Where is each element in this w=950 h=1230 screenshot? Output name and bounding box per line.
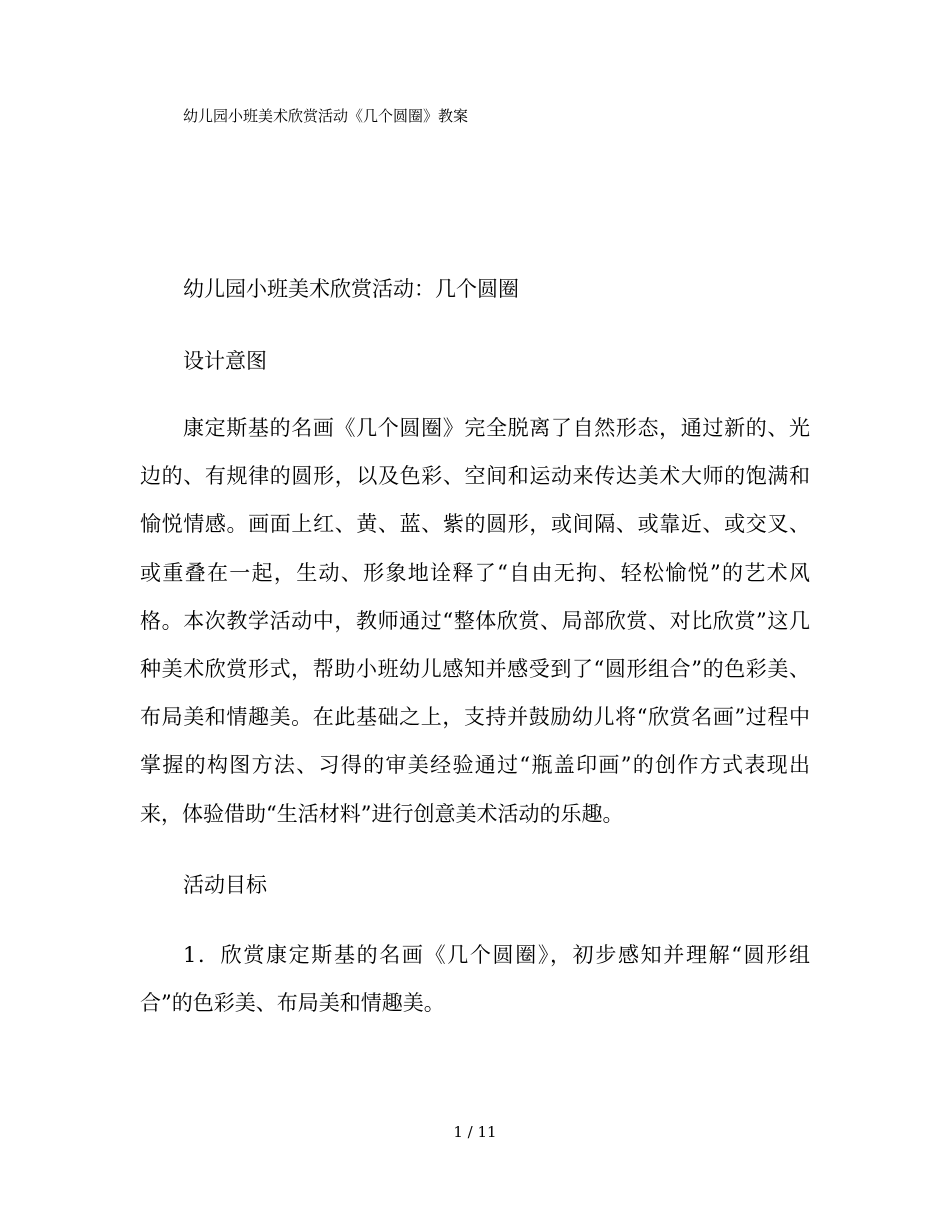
spacer [140, 838, 810, 866]
document-title: 幼儿园小班美术欣赏活动：几个圆圈 [183, 277, 519, 301]
section-heading-goals: 活动目标 [183, 872, 267, 897]
spacer [140, 380, 810, 404]
section-heading-design: 设计意图 [183, 349, 267, 373]
spacer [140, 904, 810, 931]
document-body [140, 270, 810, 1027]
spacer [140, 308, 810, 342]
goal-item-1: 1．欣赏康定斯基的名画《几个圆圈》，初步感知并理解“圆形组合”的色彩美、布局美和情趣美。 [140, 942, 810, 1016]
document-header-title: 幼儿园小班美术欣赏活动《几个圆圈》教案 [183, 107, 469, 125]
design-intent-paragraph: 康定斯基的名画《几个圆圈》完全脱离了自然形态，通过新的、光边的、有规律的圆形，以及色彩、空间和运动来传达美术大师的饱满和愉悦情感。画面上红、黄、蓝、紫的圆形，或间隔、或靠近、或交叉、或重叠在一起，生动、形象地诠释了“自由无拘、轻松愉悦”的艺术风格。本次教学活动中，教师通过“整体欣赏、局部欣赏、对比欣赏”这几种美术欣赏形式，帮助小班幼儿感知并感受到了“圆形组合”的色彩美、布局美和情趣美。在此基础之上，支持并鼓励幼儿将“欣赏名画”过程中掌握的构图方法、习得的审美经验通过“瓶盖印画”的创作方式表现出来，体验借助“生活材料”进行创意美术活动的乐趣。 [140, 416, 810, 826]
page-number: 1 / 11 [453, 1123, 497, 1141]
